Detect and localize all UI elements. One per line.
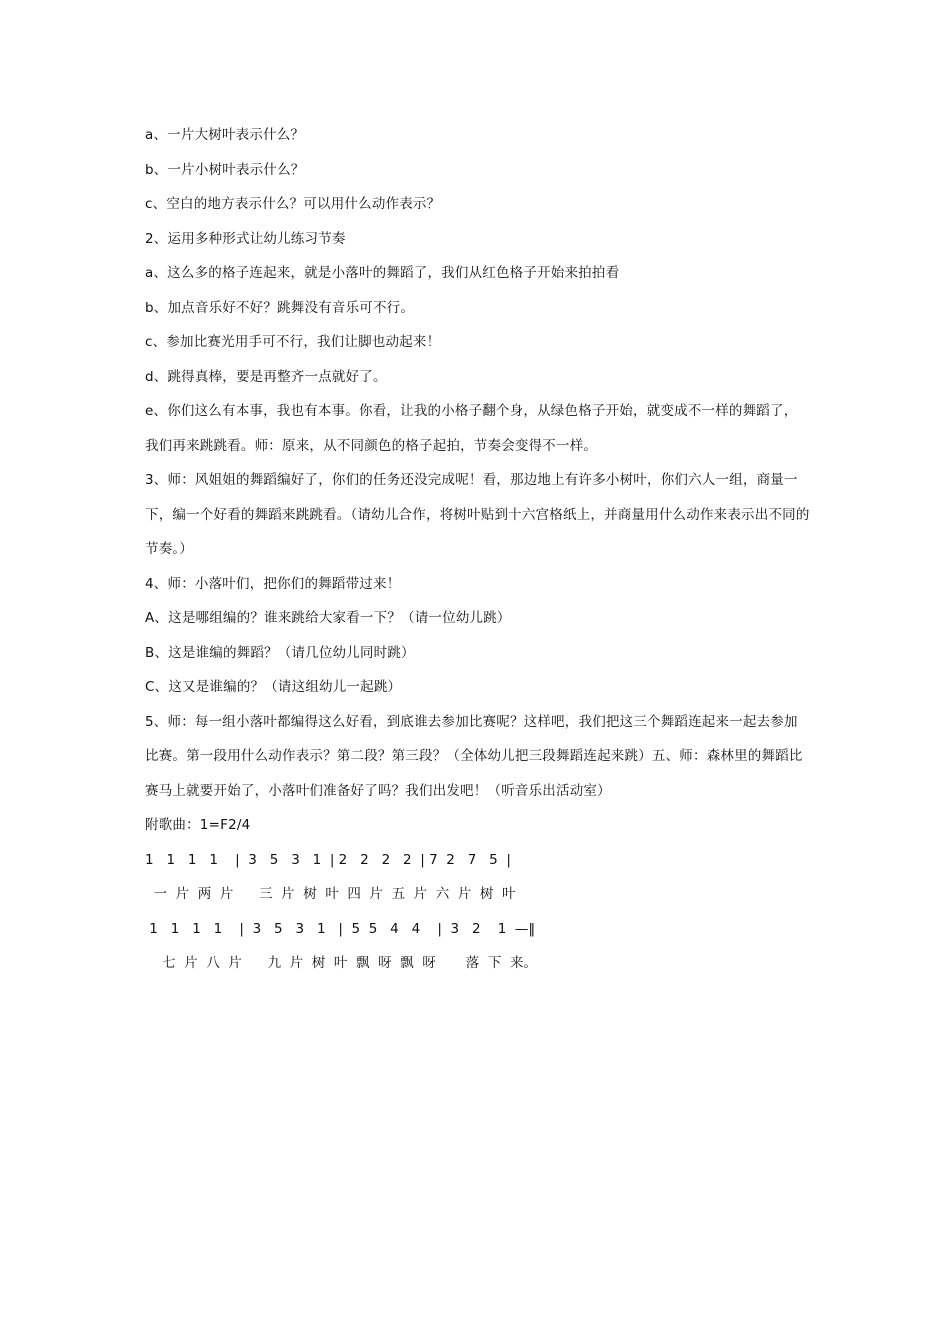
paragraph-4a: A、这是哪组编的？谁来跳给大家看一下？（请一位幼儿跳） (145, 610, 511, 626)
paragraph-2e: e、你们这么有本事，我也有本事。你看，让我的小格子翻个身，从绿色格子开始，就变成不一样的舞蹈了，我们再来跳跳看。师：原来，从不同颜色的格子起拍，节奏会变得不一样。 (145, 403, 798, 454)
paragraph-step-2: 2、运用多种形式让幼儿练习节奏 (145, 230, 346, 247)
paragraph-2c: c、参加比赛光用手可不行，我们让脚也动起来！ (145, 334, 441, 350)
paragraph-4b: B、这是谁编的舞蹈？（请几位幼儿同时跳） (145, 644, 415, 661)
paragraph-step-3: 3、师：风姐姐的舞蹈编好了，你们的任务还没完成呢！看，那边地上有许多小树叶，你们六人一组，商量一下，编一个好看的舞蹈来跳跳看。（请幼儿合作，将树叶贴到十六宫格纸上，并商量用什么动作来表示出不同的节奏。） (145, 472, 810, 557)
score-lyrics-line-1: 一 片 两 片 三 片 树 叶 四 片 五 片 六 片 树 叶 (145, 886, 516, 902)
paragraph-step-4: 4、师：小落叶们，把你们的舞蹈带过来！ (145, 575, 401, 592)
score-notes-line-2: 1 1 1 1 | 3 5 3 1 | 5 5 4 4 | 3 2 1 —‖ (145, 920, 536, 937)
paragraph-4c: C、这又是谁编的？（请这组幼儿一起跳） (145, 679, 402, 695)
paragraph-a-big-leaf: a、一片大树叶表示什么？ (145, 127, 305, 143)
document-body (145, 118, 810, 981)
paragraph-b-small-leaf: b、一片小树叶表示什么？ (145, 161, 305, 178)
song-heading: 附歌曲：1=F2/4 (145, 817, 251, 833)
score-notes-line-1: 1 1 1 1 | 3 5 3 1 | 2 2 2 2 | 7 2 7 5 | (145, 851, 511, 868)
paragraph-2b: b、加点音乐好不好？跳舞没有音乐可不行。 (145, 299, 415, 316)
paragraph-2a: a、这么多的格子连起来，就是小落叶的舞蹈了，我们从红色格子开始来拍拍看 (145, 265, 620, 281)
score-lyrics-line-2: 七 片 八 片 九 片 树 叶 飘 呀 飘 呀 落 下 来。 (145, 955, 537, 971)
paragraph-step-5: 5、师：每一组小落叶都编得这么好看，到底谁去参加比赛呢？这样吧，我们把这三个舞蹈连起来一起去参加比赛。第一段用什么动作表示？第二段？第三段？（全体幼儿把三段舞蹈连起来跳）五、师：森林里的舞蹈比赛马上就要开始了，小落叶们准备好了吗？我们出发吧！（听音乐出活动室） (145, 713, 803, 799)
paragraph-c-blank-space: c、空白的地方表示什么？可以用什么动作表示？ (145, 196, 441, 212)
paragraph-2d: d、跳得真棒，要是再整齐一点就好了。 (145, 368, 387, 385)
song-score (145, 843, 810, 981)
